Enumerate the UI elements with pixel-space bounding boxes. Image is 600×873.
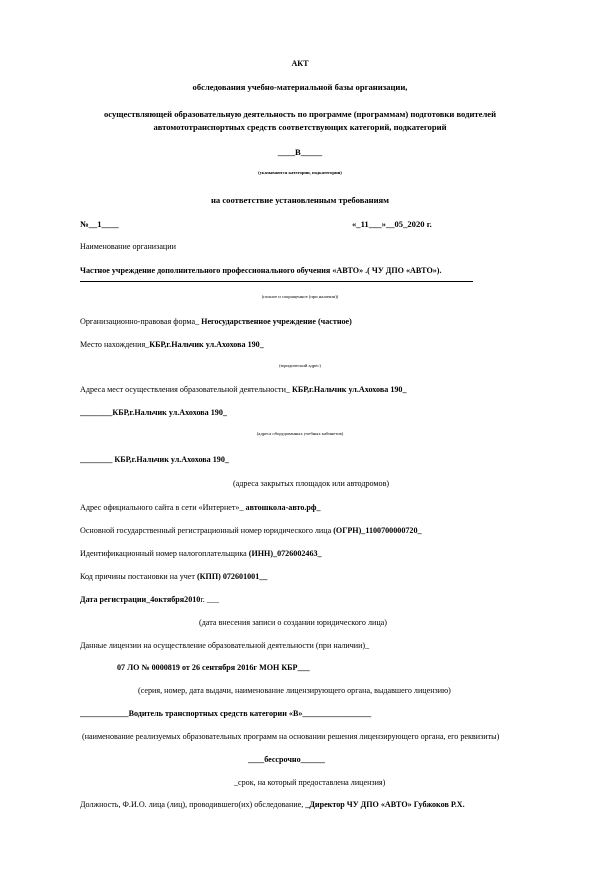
registration-hint: (дата внесения записи о создании юридического лица) xyxy=(199,618,387,627)
website-label: Адрес официального сайта в сети «Интернет»_ xyxy=(80,503,246,512)
category-hint: (указываются категории, подкатегории) xyxy=(258,170,342,175)
location-label: Место нахождения_ xyxy=(80,340,150,349)
sites-address-hint: (адреса закрытых площадок или автодромов) xyxy=(233,479,390,488)
org-name-underline xyxy=(80,281,473,282)
registration-suffix: г. ___ xyxy=(200,595,219,604)
location-hint: (юридический адрес) xyxy=(279,363,321,368)
legal-form-value: Негосударственное учреждение (частное) xyxy=(201,317,352,326)
inn-row xyxy=(80,550,322,558)
term-prefix: ____ xyxy=(248,755,265,764)
act-date: «_11___»__05_2020 г. xyxy=(352,219,432,229)
ogrn-label: Основной государственный регистрационный номер юридического лица xyxy=(80,526,334,535)
inn-label: Идентификационный номер налогоплательщика xyxy=(80,549,249,558)
act-subtitle: обследования учебно-материальной базы организации, xyxy=(192,82,408,92)
program-value: Водитель транспортных средств категории «В» xyxy=(128,709,303,718)
website-row xyxy=(80,504,321,512)
act-title: АКТ xyxy=(291,59,309,68)
registration-row xyxy=(80,596,219,604)
ogrn-value: (ОГРН)_1100700000720_ xyxy=(333,526,422,535)
website-value: автошкола-авто.рф_ xyxy=(245,503,321,512)
location-value: КБР,г.Нальчик ул.Ахохова 190_ xyxy=(149,340,264,349)
term-value: бессрочно xyxy=(264,755,301,764)
org-name-value: Частное учреждение дополнительного профессионального обучения «АВТО» .( ЧУ ДПО «АВТО»). xyxy=(80,266,442,275)
kpp-row xyxy=(80,573,267,581)
registration-value: Дата регистрации_4октября2010 xyxy=(80,595,201,604)
term-hint: _срок, на который предоставлена лицензия) xyxy=(234,778,386,787)
activity-address-value: КБР,г.Нальчик ул.Ахохова 190_ xyxy=(291,385,407,394)
activity-address-hint: (адреса оборудованных учебных кабинетов) xyxy=(256,431,344,436)
term-row xyxy=(248,756,325,764)
location-row xyxy=(80,341,264,349)
kpp-label: Код причины постановки на учет xyxy=(80,572,197,581)
act-number: №__1____ xyxy=(80,219,119,229)
program-hint: (наименование реализуемых образовательных программ на основании решения лицензирующего органа, его реквизиты) xyxy=(82,732,500,741)
legal-form-label: Организационно-правовая форма_ xyxy=(80,317,202,326)
org-name-label: Наименование организации xyxy=(80,242,176,251)
activity-address-row xyxy=(80,386,407,394)
program-suffix: _________________ xyxy=(302,709,372,718)
program-prefix: ____________ xyxy=(80,709,129,718)
signatory-value: _Директор ЧУ ДПО «АВТО» Губжоков Р.Х. xyxy=(305,800,465,809)
kpp-value: (КПП) 072601001__ xyxy=(196,572,268,581)
act-description-line-2: автомототранспортных средств соответствующих категорий, подкатегорий xyxy=(153,122,447,132)
activity-address-line-2: ________КБР,г.Нальчик ул.Ахохова 190_ xyxy=(80,408,227,417)
program-row xyxy=(80,710,371,718)
inn-value: (ИНН)_0726002463_ xyxy=(248,549,322,558)
activity-address-label: Адреса мест осуществления образовательной деятельности_ xyxy=(80,385,292,394)
ogrn-row xyxy=(80,527,422,535)
sites-address: ________ КБР,г.Нальчик ул.Ахохова 190_ xyxy=(80,455,229,464)
act-description-line-1: осуществляющей образовательную деятельность по программе (программам) подготовки водителей xyxy=(103,109,497,119)
category-value: ____В_____ xyxy=(277,147,323,157)
compliance-heading: на соответствие установленным требованиям xyxy=(210,195,390,205)
legal-form-row xyxy=(80,318,352,326)
license-hint: (серия, номер, дата выдачи, наименование лицензирующего органа, выдавшего лицензию) xyxy=(138,686,451,695)
signatory-label: Должность, Ф.И.О. лица (лиц), проводившего(их) обследование, xyxy=(80,800,306,809)
term-suffix: ______ xyxy=(300,755,325,764)
license-value: 07 ЛО № 0000819 от 26 сентября 2016г МОН КБР___ xyxy=(117,663,310,672)
signatory-row xyxy=(80,801,465,809)
license-label: Данные лицензии на осуществление образовательной деятельности (при наличии)_ xyxy=(80,641,370,650)
org-name-hint: (полное и сокращенное (при наличии)) xyxy=(261,294,339,299)
